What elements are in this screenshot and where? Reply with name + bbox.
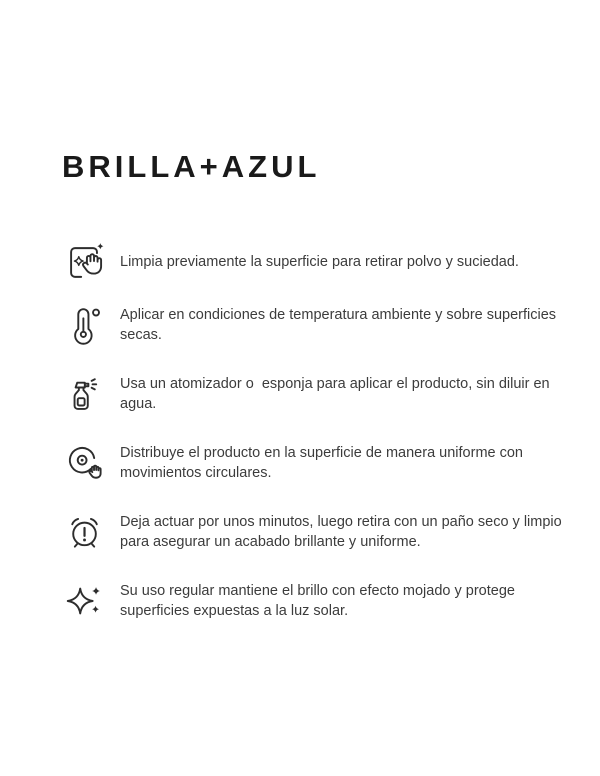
instruction-line: Usa un atomizador o esponja para aplicar el producto, sin diluir en xyxy=(120,376,550,392)
instruction-line: superficies expuestas a la luz solar. xyxy=(120,603,349,619)
instruction-text xyxy=(120,252,519,272)
sparkles-icon xyxy=(62,578,108,624)
alarm-clock-icon xyxy=(62,509,108,555)
circular-motion-hand-icon xyxy=(62,440,108,486)
instruction-line: movimientos circulares. xyxy=(120,465,272,481)
instruction-text xyxy=(120,305,556,345)
instruction-text xyxy=(120,443,523,483)
instruction-line: Aplicar en condiciones de temperatura ambiente y sobre superficies xyxy=(120,307,557,323)
instruction-line: secas. xyxy=(120,327,162,343)
instruction-line: Distribuye el producto en la superficie de manera uniforme con xyxy=(120,445,523,461)
instruction-step-regular-use xyxy=(62,577,572,625)
hand-wipe-sparkle-icon xyxy=(62,239,108,285)
instruction-step-wait xyxy=(62,508,572,556)
spray-bottle-icon xyxy=(62,371,108,417)
instruction-line: Deja actuar por unos minutos, luego retira con un paño seco y limpio xyxy=(120,514,562,530)
page-title: BRILLA+AZUL xyxy=(62,149,321,184)
instruction-line: para asegurar un acabado brillante y uniforme. xyxy=(120,534,421,550)
instruction-text xyxy=(120,581,515,621)
instruction-step-clean-surface xyxy=(62,238,572,286)
instruction-text xyxy=(120,512,562,552)
instruction-text xyxy=(120,374,550,414)
instruction-list xyxy=(62,238,572,646)
thermometer-icon xyxy=(62,302,108,348)
instruction-step-temperature xyxy=(62,301,572,349)
instruction-line: agua. xyxy=(120,396,157,412)
instruction-step-atomizer xyxy=(62,370,572,418)
instruction-step-distribute xyxy=(62,439,572,487)
instruction-line: Limpia previamente la superficie para retirar polvo y suciedad. xyxy=(120,254,519,270)
instruction-line: Su uso regular mantiene el brillo con efecto mojado y protege xyxy=(120,583,515,599)
